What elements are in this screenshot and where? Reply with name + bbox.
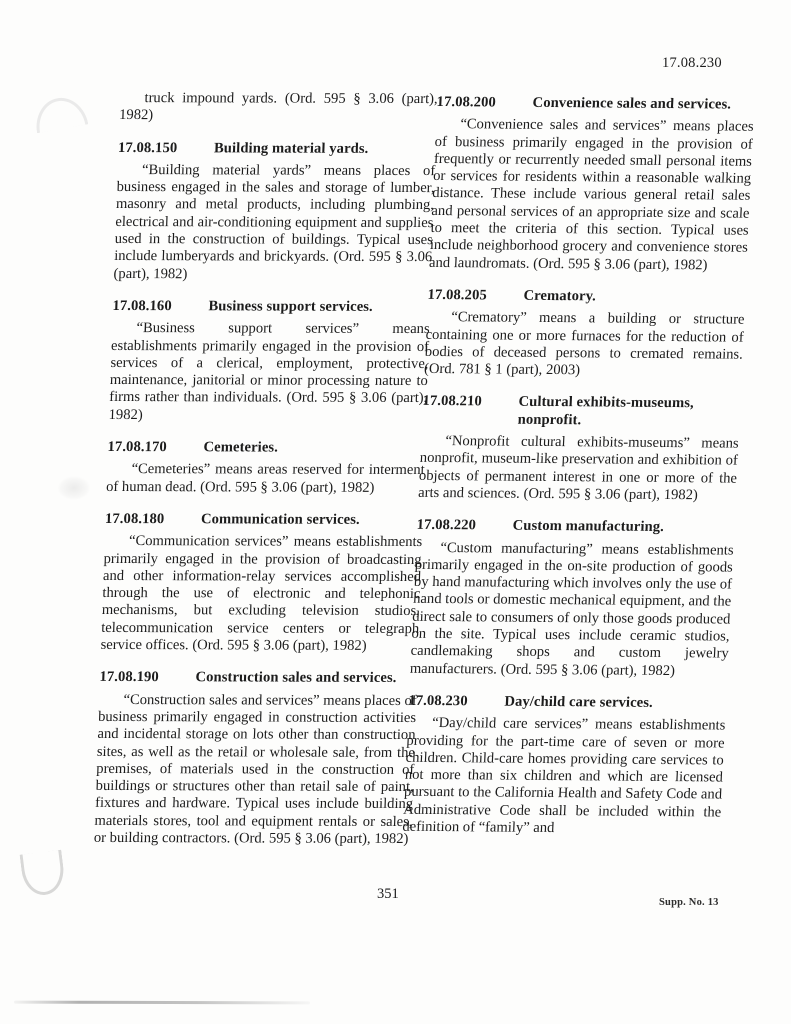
section-body: “Business support services” means establishments primarily engaged in the provision of services of a clerical, employment, protective, maintenance, janitorial or minor processing nature to firms rather than individuals. (Ord. 595 § 3.06 (part), 1982) bbox=[108, 320, 430, 423]
section-title: Day/child care services. bbox=[504, 693, 654, 711]
section-number: 17.08.230 bbox=[408, 692, 469, 710]
section-heading bbox=[118, 140, 437, 158]
section-body: “Convenience sales and services” means places of business primarily engaged in the provision of frequently or recurrently needed small personal items or services for residents within a reasonable walking distance. These include various general retail sales and personal services of an appropriate size and scale to meet the criteria of this section. Typical uses include neighborhood grocery and convenience stores and laundromats. (Ord. 595 § 3.06 (part), 1982) bbox=[428, 116, 754, 274]
section-number: 17.08.220 bbox=[416, 517, 477, 534]
right-column bbox=[402, 94, 755, 839]
section-title: Convenience sales and services. bbox=[532, 94, 732, 113]
continued-paragraph: truck impound yards. (Ord. 595 § 3.06 (part), 1982) bbox=[118, 90, 438, 124]
supplement-note: Supp. No. 13 bbox=[659, 897, 719, 908]
section-body: “Construction sales and services” means places of business primarily engaged in construction activities and incidental storage on lots other than construction sites, as well as the retail or wholesale sale, from the premises, of materials used in the construction of buildings or structures other than retail sale of paint, fixtures and hardware. Typical uses include building materials stores, tool and equipment rentals or sales, or building contractors. (Ord. 595 § 3.06 (part), 1982) bbox=[93, 691, 417, 847]
code-section-construction-sales bbox=[94, 669, 418, 848]
section-heading bbox=[112, 298, 431, 316]
section-heading bbox=[99, 669, 418, 687]
section-number: 17.08.170 bbox=[107, 439, 168, 456]
section-number: 17.08.200 bbox=[436, 94, 497, 111]
code-section-crematory bbox=[424, 287, 746, 381]
section-heading bbox=[436, 94, 755, 114]
section-heading bbox=[105, 511, 424, 529]
section-body: “Day/child care services” means establishments providing for the part-time care of seven or more children. Child-care homes providing care services to not more than six children and which are licensed pursuant to the California Health and Safety Code and Administrative Code shall be included within the definition of “family” and bbox=[402, 715, 726, 837]
section-body: “Nonprofit cultural exhibits-museums” means nonprofit, museum-like preservation and exhibition of objects of permanent interest in one or more of the arts and sciences. (Ord. 595 § 3.06 (part), 1982) bbox=[417, 433, 740, 504]
code-section-day-child-care bbox=[402, 693, 727, 839]
section-title: Construction sales and services. bbox=[195, 669, 397, 687]
scan-artifact-smudge bbox=[52, 472, 96, 504]
section-heading bbox=[427, 287, 746, 307]
code-section-cultural-exhibits bbox=[418, 393, 741, 505]
code-section-building-material-yards bbox=[113, 140, 436, 284]
section-number: 17.08.210 bbox=[422, 393, 483, 410]
section-number: 17.08.160 bbox=[112, 297, 173, 315]
section-heading bbox=[416, 517, 735, 537]
code-section-communication-services bbox=[100, 511, 423, 655]
section-number: 17.08.205 bbox=[427, 286, 488, 304]
section-title: Custom manufacturing. bbox=[512, 517, 665, 536]
code-section-convenience-sales bbox=[429, 94, 755, 275]
code-section-cemeteries bbox=[106, 439, 426, 497]
scan-artifact-line bbox=[14, 1001, 310, 1005]
section-heading bbox=[107, 439, 426, 457]
section-body: “Crematory” means a building or structure containing one or more furnaces for the reduction of bodies of deceased persons to cremated remains. (Ord. 781 § 1 (part), 2003) bbox=[423, 309, 745, 379]
section-title: Cemeteries. bbox=[203, 439, 279, 456]
section-body: “Communication services” means establishments primarily engaged in the provision of broadcasting and other information-relay services accomplished through the use of electronic and telephonic mechanisms, but excluding television studios, telecommunication service centers or telegraph service offices. (Ord. 595 § 3.06 (part), 1982) bbox=[100, 533, 423, 654]
section-heading bbox=[421, 393, 741, 430]
code-section-business-support-services bbox=[108, 298, 430, 425]
section-title: Cultural exhibits-museums, nonprofit. bbox=[517, 394, 695, 429]
left-column bbox=[94, 90, 438, 848]
section-body: “Cemeteries” means areas reserved for interment of human dead. (Ord. 595 § 3.06 (part), 1982) bbox=[105, 461, 426, 496]
section-body: “Building material yards” means places of business engaged in the sales and storage of lumber, masonry and metal products, including plumbing, electrical and air-conditioning equipment and supplies used in the construction of buildings. Typical uses include lumberyards and brickyards. (Ord. 595 § 3.06 (part), 1982) bbox=[113, 161, 436, 282]
section-title: Crematory. bbox=[523, 287, 597, 305]
code-section-custom-manufacturing bbox=[409, 517, 735, 680]
section-title: Building material yards. bbox=[213, 139, 369, 157]
page-number: 351 bbox=[377, 886, 399, 902]
section-title: Communication services. bbox=[200, 511, 361, 528]
scan-artifact-hook bbox=[20, 850, 67, 898]
page-header-section-number: 17.08.230 bbox=[662, 55, 722, 71]
section-title: Business support services. bbox=[208, 298, 374, 315]
section-number: 17.08.180 bbox=[104, 510, 165, 528]
section-number: 17.08.190 bbox=[99, 669, 160, 686]
scan-artifact-arc bbox=[32, 94, 89, 134]
section-number: 17.08.150 bbox=[117, 139, 178, 156]
section-body: “Custom manufacturing” means establishments primarily engaged in the on-site production of goods by hand manufacturing which involves only the use of hand tools or domestic mechanical equipment, and the direct sale to consumers of only those goods produced on the site. Typical uses include ceramic studios, candlemaking shops and custom jewelry manufacturers. (Ord. 595 § 3.06 (part), 1982) bbox=[409, 539, 734, 679]
section-heading bbox=[408, 693, 727, 713]
